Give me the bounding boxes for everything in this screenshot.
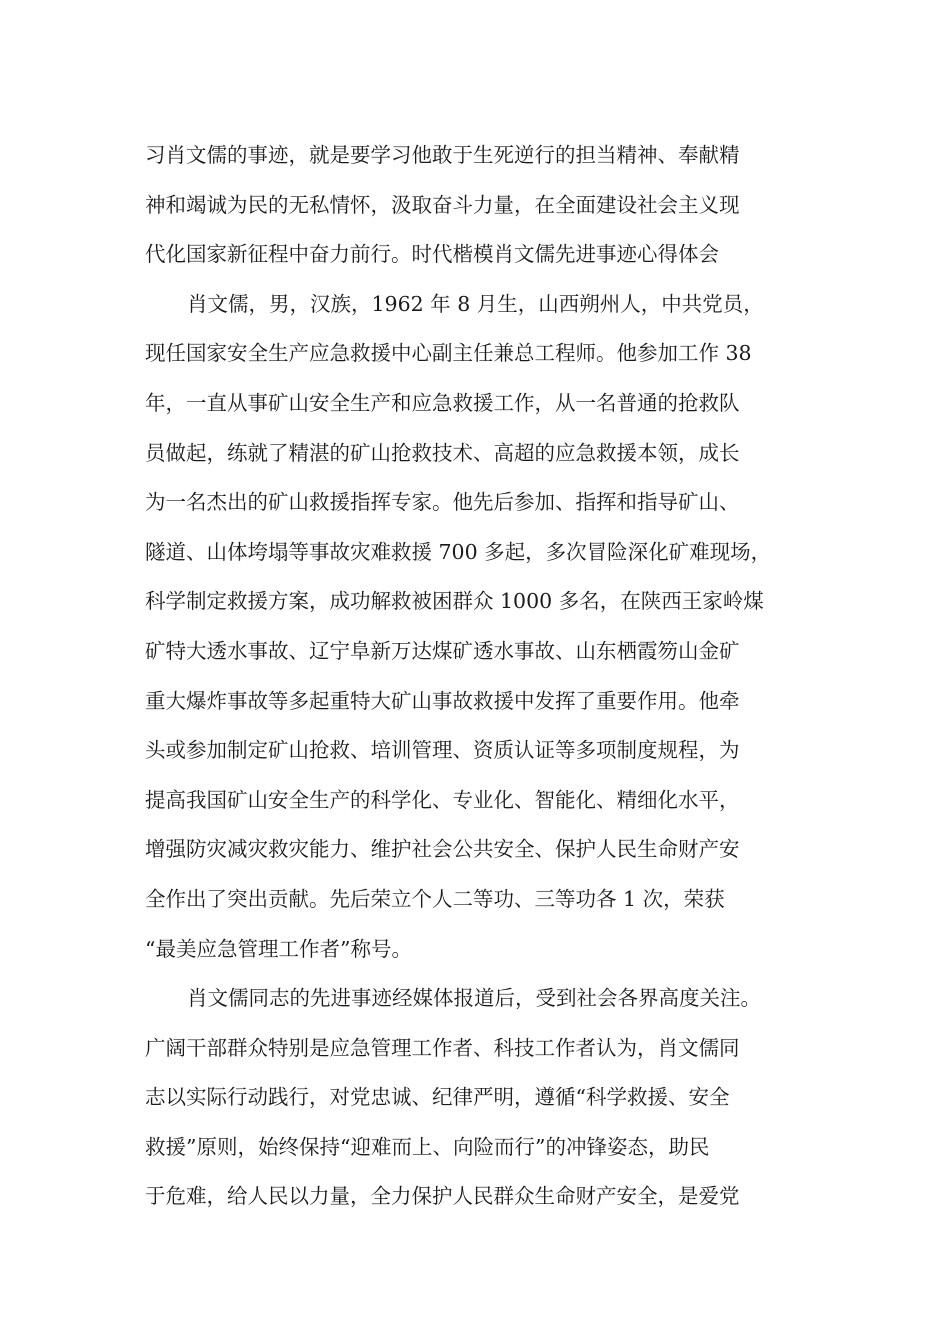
text-line: 于危难，给人民以力量，全力保护人民群众生命财产安全，是爱党: [145, 1184, 740, 1209]
text-line: 习肖文儒的事迹，就是要学习他敢于生死逆行的担当精神、奉献精: [145, 143, 740, 167]
paragraph-1: [145, 131, 825, 280]
text-line: 神和竭诚为民的无私情怀，汲取奋斗力量，在全面建设社会主义现: [145, 192, 740, 217]
document-body: [145, 131, 825, 1222]
text-line: 为一名杰出的矿山救援指挥专家。他先后参加、指挥和指导矿山、: [145, 490, 740, 515]
paragraph-2: [145, 280, 825, 974]
text-line: 现任国家安全生产应急救援中心副主任兼总工程师。他参加工作 38: [145, 341, 752, 366]
text-line: 志以实际行动践行，对党忠诚、纪律严明，遵循“科学救援、安全: [145, 1085, 730, 1110]
text-line: 隧道、山体垮塌等事故灾难救援 700 多起，多次冒险深化矿难现场，: [145, 539, 772, 564]
text-line: 广阔干部群众特别是应急管理工作者、科技工作者认为，肖文儒同: [145, 1035, 740, 1060]
text-line: 肖文儒同志的先进事迹经媒体报道后，受到社会各界高度关注。: [187, 986, 761, 1011]
text-line: 救援”原则，始终保持“迎难而上、向险而行”的冲锋姿态，助民: [145, 1134, 710, 1159]
text-line: “最美应急管理工作者”称号。: [145, 936, 412, 961]
text-line: 员做起，练就了精湛的矿山抢救技术、高超的应急救援本领，成长: [145, 440, 740, 465]
text-line: 矿特大透水事故、辽宁阜新万达煤矿透水事故、山东栖霞笏山金矿: [145, 638, 740, 663]
text-line: 全作出了突出贡献。先后荣立个人二等功、三等功各 1 次，荣获: [145, 886, 725, 911]
text-line: 年，一直从事矿山安全生产和应急救援工作，从一名普通的抢救队: [145, 390, 740, 415]
text-line: 科学制定救援方案，成功解救被困群众 1000 多名，在陕西王家岭煤: [145, 589, 764, 614]
text-line: 代化国家新征程中奋力前行。时代楷模肖文儒先进事迹心得体会: [145, 242, 719, 267]
text-line: 重大爆炸事故等多起重特大矿山事故救援中发挥了重要作用。他牵: [145, 688, 740, 713]
text-line: 增强防灾减灾救灾能力、维护社会公共安全、保护人民生命财产安: [145, 837, 740, 862]
text-line: 头或参加制定矿山抢救、培训管理、资质认证等多项制度规程，为: [145, 738, 740, 763]
text-line: 肖文儒，男，汉族，1962 年 8 月生，山西朔州人，中共党员，: [187, 291, 764, 316]
paragraph-3: [145, 974, 825, 1222]
text-line: 提高我国矿山安全生产的科学化、专业化、智能化、精细化水平，: [145, 787, 740, 812]
